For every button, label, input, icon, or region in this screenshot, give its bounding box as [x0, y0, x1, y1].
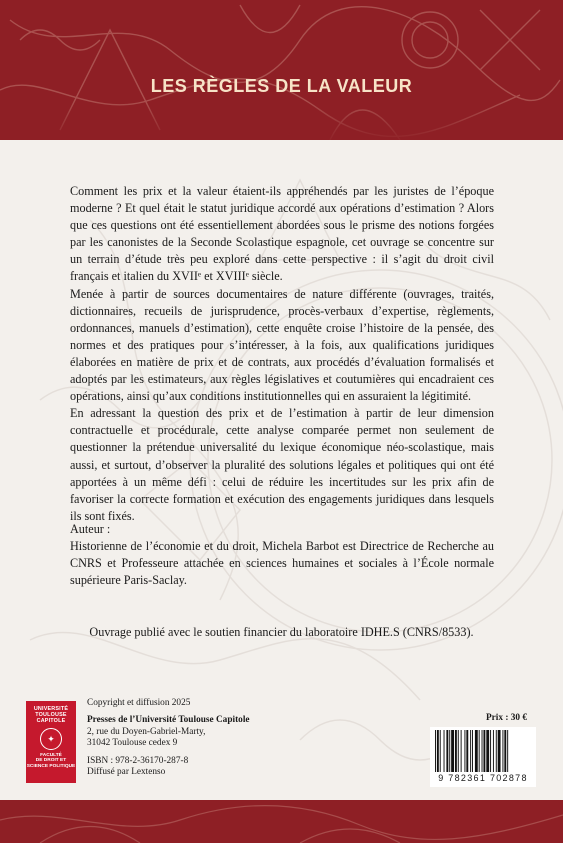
- logo-faculty: FACULTÉ DE DROIT ET SCIENCE POLITIQUE: [26, 753, 76, 769]
- barcode-bars: [433, 730, 533, 772]
- footer-engraving: [0, 800, 563, 843]
- barcode-bar: [486, 730, 489, 772]
- header-band: [0, 0, 563, 140]
- footer-band: [0, 800, 563, 843]
- barcode-bar: [461, 730, 462, 772]
- logo-wordmark: UNIVERSITÉ TOULOUSE CAPITOLE: [33, 706, 69, 724]
- barcode-bar: [464, 730, 465, 772]
- barcode: [430, 727, 536, 787]
- distributor-text: Diffusé par Lextenso: [87, 767, 166, 778]
- barcode-bar: [479, 730, 480, 772]
- publisher-address: 2, rue du Doyen-Gabriel-Marty,: [87, 726, 206, 737]
- back-cover-summary: [70, 183, 494, 525]
- barcode-bar: [444, 730, 445, 772]
- barcode-bar: [502, 730, 503, 772]
- barcode-bar: [446, 730, 448, 772]
- barcode-bar: [493, 730, 494, 772]
- barcode-bar: [490, 730, 491, 772]
- imprint-block: [87, 698, 250, 778]
- barcode-bar: [496, 730, 497, 772]
- barcode-bar: [466, 730, 468, 772]
- barcode-bar: [435, 730, 436, 772]
- barcode-bar: [504, 730, 506, 772]
- barcode-bar: [482, 730, 483, 772]
- barcode-bar: [455, 730, 457, 772]
- summary-paragraph: Menée à partir de sources documentaires de nature différente (ouvrages, traités, dictionnaires, recueils de jurisprudence, procès-verbaux d’expertise, règlements, ordonnances, manuels d’estimation), cette enquête croise l’histoire de la pensée, des normes et des pratiques pour s’intéresser, à la fois, aux qualifications juridiques élaborées en matière de prix et de contrats, aux procédés d’évaluation formalisés et adoptés par les estimateurs, aux règles législatives et coutumières qui encadraient ces opérations, ainsi qu’aux conditions institutionnelles qui en assuraient la légitimité.: [70, 286, 494, 404]
- copyright-text: Copyright et diffusion 2025: [87, 698, 191, 708]
- header-fade: [0, 100, 563, 140]
- barcode-bar: [451, 730, 454, 772]
- price-label: Prix : 30 €: [486, 713, 528, 723]
- author-section: [70, 521, 494, 589]
- summary-paragraph: En adressant la question des prix et de l’estimation à partir de leur dimension contractuelle et procédurale, cette analyse comparée permet non seulement de questionner la prétendue universalité du lexique économique néo-scolastique, mais aussi, et surtout, d’observer la pluralité des solutions légales et politiques qui ont été apportées à un même défi : celui de réduire les incertitudes sur les prix afin de favoriser la correcte formation et exécution des engagements juridiques dans lesquels ils sont fixés.: [70, 406, 494, 523]
- barcode-bar: [507, 730, 508, 772]
- barcode-bar: [437, 730, 439, 772]
- barcode-bar: [475, 730, 478, 772]
- barcode-bar: [440, 730, 441, 772]
- barcode-bar: [498, 730, 501, 772]
- barcode-bar: [483, 730, 485, 772]
- barcode-bar: [470, 730, 471, 772]
- summary-paragraph: Comment les prix et la valeur étaient-ils appréhendés par les juristes de l’époque moderne ? Et quel était le statut juridique accordé aux opérations d’estimation ? Alors que ces questions ont été essentiellement abordées sous le prisme des notions forgées par les canonistes de la Seconde Scolastique espagnole, cet ouvrage se concentre sur un terrain d’étude très peu exploré dans cette perspective : il s’agit du droit civil français et italien du XVIIᵉ et XVIIIᵉ siècle.: [70, 184, 494, 284]
- support-note: Ouvrage publié avec le soutien financier du laboratoire IDHE.S (CNRS/8533).: [89, 625, 474, 639]
- barcode-bar: [472, 730, 473, 772]
- barcode-bar: [449, 730, 450, 772]
- seal-icon: ✦: [40, 728, 62, 750]
- author-bio: Historienne de l’économie et du droit, Michela Barbot est Directrice de Recherche au CNRS et Professeure attachée en sciences humaines et sociales à l’École normale supérieure Paris-Saclay.: [70, 539, 494, 588]
- isbn-text: ISBN : 978-2-36170-287-8: [87, 755, 189, 766]
- book-title: LES RÈGLES DE LA VALEUR: [150, 76, 413, 96]
- publisher-address: 31042 Toulouse cedex 9: [87, 738, 178, 749]
- university-logo: [26, 701, 76, 783]
- barcode-number: 9 782361 702878: [438, 773, 528, 783]
- barcode-bar: [458, 730, 459, 772]
- publisher-name: Presses de l’Université Toulouse Capitole: [87, 715, 250, 726]
- author-heading: Auteur :: [70, 522, 111, 536]
